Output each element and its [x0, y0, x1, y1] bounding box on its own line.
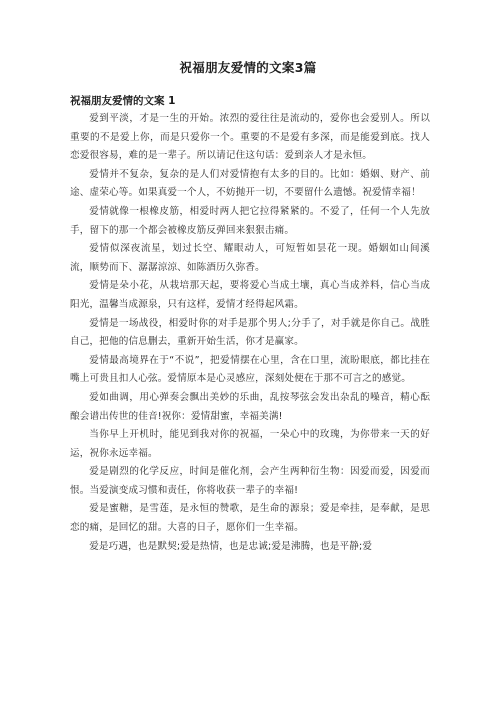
paragraph: 爱是剧烈的化学反应，时间是催化剂，会产生两种衍生物：因爱而爱，因爱而恨。当爱演变成习惯和责任，你将收获一辈子的幸福! [70, 466, 430, 496]
section-heading: 祝福朋友爱情的文案 1 [70, 95, 176, 107]
paragraph: 爱到平淡，才是一生的开始。浓烈的爱往往是流动的，爱你也会爱别人。所以重要的不是爱上你，而是只爱你一个。重要的不是爱有多深，而是能爱到底。找人恋爱很容易，难的是一辈子。所以请记住这句话：爱到亲人才是永恒。 [70, 113, 430, 162]
paragraph: 当你早上开机时，能见到我对你的祝福，一朵心中的玫瑰，为你带来一天的好运，祝你永远幸福。 [70, 429, 430, 459]
document-title: 祝福朋友爱情的文案3篇 [179, 60, 317, 75]
paragraph: 爱情是一场战役，相爱时你的对手是那个男人;分手了，对手就是你自己。战胜自己，把他的信息删去，重新开始生活，你才是赢家。 [70, 317, 430, 348]
paragraph: 爱情最高境界在于“不说”，把爱情摆在心里，含在口里，流盼眼底，都比挂在嘴上可贵且扣人心弦。爱情原本是心灵感应，深刻处便在于那不可言之的感觉。 [70, 354, 430, 385]
paragraph: 爱如曲调，用心弹奏会飘出美妙的乐曲，乱按琴弦会发出杂乱的噪音，精心酝酿会谱出传世的佳音!祝你：爱情甜蜜，幸福美满! [70, 391, 430, 422]
paragraph: 爱是蜜糖，是雪莲，是永恒的赞歌，是生命的源泉；爱是牵挂，是奉献，是思恋的痛，是回忆的甜。大喜的日子，愿你们一生幸福。 [70, 503, 430, 534]
document-body [70, 110, 430, 556]
paragraph: 爱情就像一根橡皮筋，相爱时两人把它拉得紧紧的。不爱了，任何一个人先放手，留下的那一个都会被橡皮筋反弹回来狠狠击痛。 [70, 205, 430, 236]
paragraph: 爱情似深夜流星，划过长空、耀眼动人，可短暂如昙花一现。婚姻如山间溪流，顺势而下、潺潺涼涼、如陈酒历久弥香。 [70, 243, 430, 273]
paragraph: 爱情是朵小花，从栽培那天起，要将爱心当成土壤，真心当成养料，信心当成阳光，温馨当成源泉，只有这样，爱情才经得起风霜。 [70, 280, 430, 310]
paragraph: 爱是巧遇，也是默契;爱是热情，也是忠诚;爱是沸腾，也是平静;爱 [89, 540, 373, 552]
paragraph: 爱情并不复杂，复杂的是人们对爱情抱有太多的目的。比如：婚姻、财产、前途、虚荣心等。如果真爱一个人，不妨抛开一切，不要留什么遗憾。祝爱情幸福！ [70, 168, 430, 199]
